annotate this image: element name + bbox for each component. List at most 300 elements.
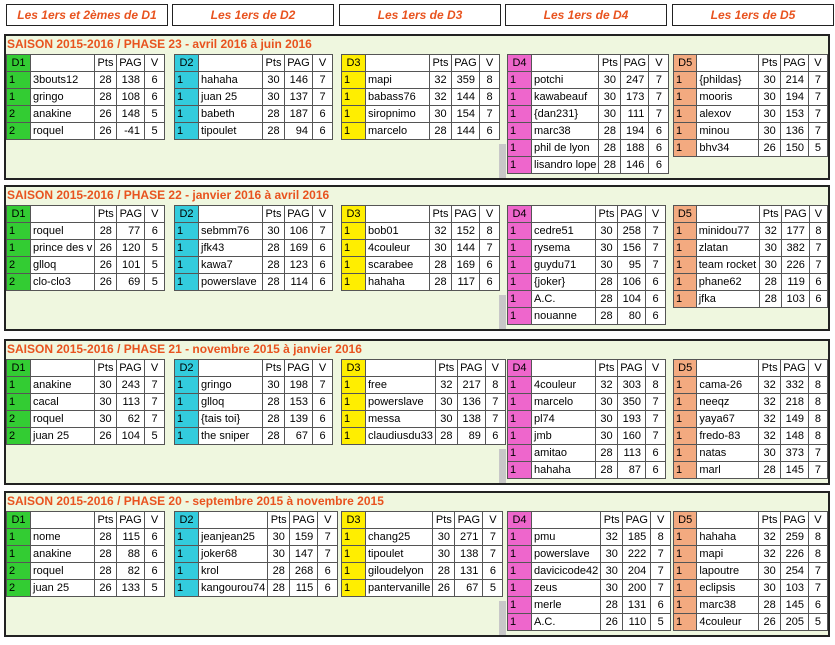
name-header xyxy=(366,206,430,223)
pag-cell: 114 xyxy=(285,274,313,291)
rank-cell: 1 xyxy=(674,106,697,123)
points-cell: 30 xyxy=(760,240,782,257)
rank-cell: 1 xyxy=(508,72,532,89)
victories-cell: 5 xyxy=(145,274,165,291)
points-cell: 26 xyxy=(95,428,117,445)
rank-cell: 1 xyxy=(175,394,199,411)
table-row xyxy=(7,106,165,123)
points-cell: 32 xyxy=(430,223,452,240)
victories-cell: 6 xyxy=(318,563,338,580)
table-row xyxy=(674,462,828,479)
player-name: kawabeauf xyxy=(532,89,599,106)
victories-cell: 6 xyxy=(649,140,669,157)
pag-cell: 106 xyxy=(618,274,646,291)
v-header: V xyxy=(649,55,669,72)
victories-cell: 7 xyxy=(808,123,827,140)
victories-cell: 6 xyxy=(646,291,666,308)
v-header: V xyxy=(808,360,827,377)
victories-cell: 7 xyxy=(808,580,827,597)
player-name: jfk43 xyxy=(199,240,263,257)
table-row xyxy=(175,72,333,89)
phase-title: SAISON 2015-2016 / PHASE 22 - janvier 2016 à avril 2016 xyxy=(7,188,330,202)
points-cell: 28 xyxy=(263,274,285,291)
player-name: mooris xyxy=(697,89,759,106)
division-tabs xyxy=(6,4,832,26)
shade-bar xyxy=(499,449,506,485)
table-row xyxy=(175,428,333,445)
points-cell: 30 xyxy=(263,89,285,106)
player-name: marcelo xyxy=(366,123,430,140)
player-name: eclipsis xyxy=(697,580,759,597)
table-row xyxy=(175,223,333,240)
points-cell: 32 xyxy=(430,89,452,106)
victories-cell: 5 xyxy=(808,614,827,631)
division-table-d3 xyxy=(341,511,503,597)
victories-cell: 8 xyxy=(485,377,505,394)
points-cell: 30 xyxy=(599,106,621,123)
pag-cell: 332 xyxy=(781,377,809,394)
player-name: mapi xyxy=(366,72,430,89)
victories-cell: 8 xyxy=(808,394,827,411)
table-row xyxy=(674,89,828,106)
player-name: cama-26 xyxy=(697,377,759,394)
player-name: {dan231} xyxy=(532,106,599,123)
table-row xyxy=(674,411,828,428)
rank-cell: 1 xyxy=(508,89,532,106)
name-header xyxy=(366,512,433,529)
player-name: powerslave xyxy=(532,546,601,563)
rank-cell: 1 xyxy=(674,274,697,291)
table-header xyxy=(508,206,666,223)
player-name: kawa7 xyxy=(199,257,263,274)
victories-cell: 7 xyxy=(646,428,666,445)
table-row xyxy=(7,123,165,140)
victories-cell: 7 xyxy=(480,240,500,257)
pag-cell: 153 xyxy=(285,394,313,411)
victories-cell: 7 xyxy=(646,411,666,428)
rank-cell: 2 xyxy=(7,106,31,123)
player-name: nome xyxy=(31,529,95,546)
name-header xyxy=(532,360,596,377)
name-header xyxy=(199,55,263,72)
victories-cell: 7 xyxy=(313,72,333,89)
pag-header: PAG xyxy=(285,206,313,223)
v-header: V xyxy=(313,55,333,72)
v-header: V xyxy=(808,55,827,72)
table-row xyxy=(7,428,165,445)
points-cell: 32 xyxy=(596,377,618,394)
pag-cell: 113 xyxy=(117,394,145,411)
table-row xyxy=(674,529,828,546)
table-row xyxy=(508,580,671,597)
rank-cell: 1 xyxy=(342,257,366,274)
points-cell: 28 xyxy=(263,123,285,140)
victories-cell: 7 xyxy=(145,394,165,411)
victories-cell: 7 xyxy=(485,394,505,411)
rank-cell: 1 xyxy=(175,123,199,140)
rank-cell: 1 xyxy=(674,72,697,89)
pag-cell: 173 xyxy=(621,89,649,106)
pag-cell: 222 xyxy=(623,546,651,563)
table-row xyxy=(508,140,669,157)
victories-cell: 8 xyxy=(808,411,827,428)
pag-cell: 117 xyxy=(452,274,480,291)
points-cell: 32 xyxy=(435,377,457,394)
player-name: kangourou74 xyxy=(199,580,268,597)
division-label: D1 xyxy=(7,360,31,377)
rank-cell: 1 xyxy=(674,123,697,140)
rank-cell: 1 xyxy=(508,257,532,274)
victories-cell: 6 xyxy=(646,274,666,291)
player-name: roquel xyxy=(31,123,95,140)
pag-cell: 146 xyxy=(285,72,313,89)
player-name: powerslave xyxy=(366,394,436,411)
table-header xyxy=(7,206,165,223)
player-name: jfka xyxy=(696,291,760,308)
table-row xyxy=(342,106,500,123)
rank-cell: 1 xyxy=(674,240,697,257)
points-cell: 28 xyxy=(435,428,457,445)
name-header xyxy=(199,512,268,529)
table-row xyxy=(7,394,165,411)
pag-header: PAG xyxy=(452,55,480,72)
pts-header: Pts xyxy=(263,55,285,72)
pag-cell: 271 xyxy=(455,529,483,546)
rank-cell: 1 xyxy=(175,580,199,597)
victories-cell: 5 xyxy=(145,257,165,274)
player-name: tipoulet xyxy=(366,546,433,563)
victories-cell: 6 xyxy=(313,274,333,291)
division-label: D3 xyxy=(342,512,366,529)
rank-cell: 1 xyxy=(175,106,199,123)
player-name: bob01 xyxy=(366,223,430,240)
table-row xyxy=(508,257,666,274)
pts-header: Pts xyxy=(95,512,117,529)
pag-cell: 146 xyxy=(621,157,649,174)
table-row xyxy=(342,546,503,563)
table-row xyxy=(342,428,506,445)
player-name: gringo xyxy=(199,377,263,394)
rank-cell: 1 xyxy=(342,89,366,106)
tab-d2[interactable]: Les 1ers de D2 xyxy=(172,4,334,26)
pag-cell: 148 xyxy=(117,106,145,123)
table-row xyxy=(175,106,333,123)
player-name: juan 25 xyxy=(31,428,95,445)
victories-cell: 7 xyxy=(145,411,165,428)
victories-cell: 7 xyxy=(313,223,333,240)
points-cell: 30 xyxy=(759,580,781,597)
victories-cell: 8 xyxy=(480,72,500,89)
pag-cell: 144 xyxy=(452,123,480,140)
rank-cell: 1 xyxy=(508,274,532,291)
points-cell: 30 xyxy=(759,123,781,140)
table-header xyxy=(342,206,500,223)
rank-cell: 1 xyxy=(674,411,697,428)
division-label: D3 xyxy=(342,360,366,377)
points-cell: 30 xyxy=(601,580,623,597)
rank-cell: 1 xyxy=(674,291,697,308)
table-row xyxy=(674,123,828,140)
player-name: claudiusdu33 xyxy=(366,428,436,445)
rank-cell: 1 xyxy=(674,223,697,240)
player-name: the sniper xyxy=(199,428,263,445)
player-name: jmb xyxy=(532,428,596,445)
rank-cell: 2 xyxy=(7,123,31,140)
table-row xyxy=(674,428,828,445)
player-name: siropnimo xyxy=(366,106,430,123)
player-name: tipoulet xyxy=(199,123,263,140)
player-name: 4couleur xyxy=(366,240,430,257)
victories-cell: 8 xyxy=(480,89,500,106)
table-row xyxy=(342,123,500,140)
rank-cell: 1 xyxy=(508,411,532,428)
pag-cell: 104 xyxy=(117,428,145,445)
victories-cell: 7 xyxy=(651,546,671,563)
player-name: pl74 xyxy=(532,411,596,428)
division-table-d5 xyxy=(673,205,828,308)
player-name: roquel xyxy=(31,223,95,240)
points-cell: 30 xyxy=(433,546,455,563)
pag-cell: 136 xyxy=(457,394,485,411)
pag-cell: 62 xyxy=(117,411,145,428)
v-header: V xyxy=(646,206,666,223)
victories-cell: 6 xyxy=(318,580,338,597)
v-header: V xyxy=(483,512,503,529)
victories-cell: 7 xyxy=(480,106,500,123)
rank-cell: 1 xyxy=(342,240,366,257)
division-table-d1 xyxy=(6,205,165,291)
points-cell: 28 xyxy=(95,546,117,563)
rank-cell: 1 xyxy=(7,223,31,240)
table-row xyxy=(175,89,333,106)
rank-cell: 1 xyxy=(342,223,366,240)
rank-cell: 1 xyxy=(674,445,697,462)
player-name: {joker} xyxy=(532,274,596,291)
victories-cell: 7 xyxy=(808,563,827,580)
points-cell: 28 xyxy=(760,274,782,291)
victories-cell: 5 xyxy=(145,240,165,257)
rank-cell: 1 xyxy=(674,546,697,563)
pag-header: PAG xyxy=(781,360,809,377)
table-row xyxy=(342,240,500,257)
victories-cell: 6 xyxy=(145,89,165,106)
victories-cell: 7 xyxy=(318,529,338,546)
division-label: D1 xyxy=(7,206,31,223)
pag-cell: 152 xyxy=(452,223,480,240)
pag-cell: 205 xyxy=(781,614,809,631)
victories-cell: 7 xyxy=(651,563,671,580)
pag-cell: 303 xyxy=(618,377,646,394)
division-label: D3 xyxy=(342,206,366,223)
pts-header: Pts xyxy=(95,360,117,377)
points-cell: 32 xyxy=(759,394,781,411)
v-header: V xyxy=(646,360,666,377)
pag-cell: 131 xyxy=(623,597,651,614)
pag-cell: 218 xyxy=(781,394,809,411)
victories-cell: 6 xyxy=(480,274,500,291)
division-label: D5 xyxy=(674,206,697,223)
division-label: D3 xyxy=(342,55,366,72)
pag-cell: 120 xyxy=(117,240,145,257)
pag-cell: 193 xyxy=(618,411,646,428)
table-row xyxy=(7,529,165,546)
player-name: nouanne xyxy=(532,308,596,325)
pag-header: PAG xyxy=(618,360,646,377)
division-table-d4 xyxy=(507,205,666,325)
pts-header: Pts xyxy=(263,206,285,223)
player-name: fredo-83 xyxy=(697,428,759,445)
rank-cell: 1 xyxy=(342,563,366,580)
points-cell: 26 xyxy=(95,257,117,274)
points-cell: 28 xyxy=(263,240,285,257)
points-cell: 28 xyxy=(95,563,117,580)
division-table-d1 xyxy=(6,54,165,140)
table-row xyxy=(508,89,669,106)
pag-cell: 177 xyxy=(782,223,810,240)
table-row xyxy=(7,274,165,291)
name-header xyxy=(199,206,263,223)
division-label: D5 xyxy=(674,55,697,72)
pag-cell: 382 xyxy=(782,240,810,257)
pag-cell: 160 xyxy=(618,428,646,445)
victories-cell: 8 xyxy=(808,377,827,394)
rank-cell: 1 xyxy=(508,377,532,394)
pag-cell: 204 xyxy=(623,563,651,580)
player-name: A.C. xyxy=(532,614,601,631)
pag-cell: 106 xyxy=(285,223,313,240)
name-header xyxy=(31,55,95,72)
table-row xyxy=(508,274,666,291)
pag-cell: 88 xyxy=(117,546,145,563)
rank-cell: 1 xyxy=(7,240,31,257)
points-cell: 26 xyxy=(95,274,117,291)
pag-header: PAG xyxy=(457,360,485,377)
pag-cell: 67 xyxy=(285,428,313,445)
points-cell: 28 xyxy=(263,106,285,123)
table-row xyxy=(508,308,666,325)
pag-cell: 254 xyxy=(781,563,809,580)
player-name: pmu xyxy=(532,529,601,546)
player-name: marcelo xyxy=(532,394,596,411)
rank-cell: 1 xyxy=(342,411,366,428)
pag-cell: 145 xyxy=(781,462,809,479)
points-cell: 28 xyxy=(430,257,452,274)
player-name: babeth xyxy=(199,106,263,123)
points-cell: 30 xyxy=(760,257,782,274)
victories-cell: 6 xyxy=(483,563,503,580)
points-cell: 28 xyxy=(596,462,618,479)
rank-cell: 1 xyxy=(674,614,697,631)
table-header xyxy=(175,55,333,72)
tab-d3[interactable]: Les 1ers de D3 xyxy=(339,4,501,26)
pag-cell: 110 xyxy=(623,614,651,631)
points-cell: 28 xyxy=(596,445,618,462)
rank-cell: 2 xyxy=(7,257,31,274)
pag-cell: 194 xyxy=(621,123,649,140)
rank-cell: 1 xyxy=(508,462,532,479)
rank-cell: 1 xyxy=(7,72,31,89)
table-row xyxy=(508,411,666,428)
rank-cell: 1 xyxy=(175,223,199,240)
points-cell: 28 xyxy=(95,529,117,546)
victories-cell: 6 xyxy=(651,597,671,614)
pts-header: Pts xyxy=(263,360,285,377)
rank-cell: 1 xyxy=(7,377,31,394)
rank-cell: 1 xyxy=(674,89,697,106)
table-row xyxy=(7,563,165,580)
victories-cell: 7 xyxy=(646,257,666,274)
victories-cell: 8 xyxy=(808,546,827,563)
points-cell: 30 xyxy=(596,240,618,257)
tab-d5[interactable]: Les 1ers de D5 xyxy=(672,4,834,26)
table-header xyxy=(342,360,506,377)
pts-header: Pts xyxy=(95,206,117,223)
points-cell: 30 xyxy=(601,546,623,563)
table-row xyxy=(674,597,828,614)
table-header xyxy=(342,55,500,72)
pag-cell: 258 xyxy=(618,223,646,240)
pag-cell: 136 xyxy=(781,123,809,140)
player-name: cacal xyxy=(31,394,95,411)
rank-cell: 1 xyxy=(175,274,199,291)
points-cell: 30 xyxy=(596,411,618,428)
table-row xyxy=(508,614,671,631)
player-name: {tais toi} xyxy=(199,411,263,428)
rank-cell: 1 xyxy=(175,257,199,274)
division-table-d4 xyxy=(507,359,666,479)
victories-cell: 6 xyxy=(809,291,827,308)
table-row xyxy=(508,72,669,89)
table-row xyxy=(674,394,828,411)
division-label: D2 xyxy=(175,206,199,223)
points-cell: 30 xyxy=(95,377,117,394)
pag-cell: 159 xyxy=(290,529,318,546)
table-row xyxy=(175,394,333,411)
victories-cell: 6 xyxy=(649,157,669,174)
tab-d4[interactable]: Les 1ers de D4 xyxy=(505,4,667,26)
pag-cell: 138 xyxy=(457,411,485,428)
rank-cell: 1 xyxy=(508,223,532,240)
rank-cell: 1 xyxy=(7,546,31,563)
points-cell: 26 xyxy=(601,614,623,631)
division-label: D4 xyxy=(508,55,532,72)
division-table-d5 xyxy=(673,359,828,479)
table-row xyxy=(508,157,669,174)
victories-cell: 5 xyxy=(145,106,165,123)
pag-cell: 185 xyxy=(623,529,651,546)
table-row xyxy=(7,411,165,428)
tab-d1[interactable]: Les 1ers et 2èmes de D1 xyxy=(6,4,168,26)
player-name: marc38 xyxy=(697,597,759,614)
division-table-d3 xyxy=(341,205,500,291)
player-name: pantervanille xyxy=(366,580,433,597)
points-cell: 26 xyxy=(95,106,117,123)
pag-header: PAG xyxy=(452,206,480,223)
rank-cell: 1 xyxy=(342,394,366,411)
rank-cell: 1 xyxy=(175,529,199,546)
victories-cell: 7 xyxy=(649,106,669,123)
pag-cell: 148 xyxy=(781,428,809,445)
player-name: merle xyxy=(532,597,601,614)
victories-cell: 6 xyxy=(313,106,333,123)
table-row xyxy=(508,240,666,257)
pag-cell: 144 xyxy=(452,89,480,106)
points-cell: 32 xyxy=(601,529,623,546)
pag-cell: 103 xyxy=(782,291,810,308)
victories-cell: 6 xyxy=(145,546,165,563)
rank-cell: 1 xyxy=(342,580,366,597)
rank-cell: 1 xyxy=(508,240,532,257)
